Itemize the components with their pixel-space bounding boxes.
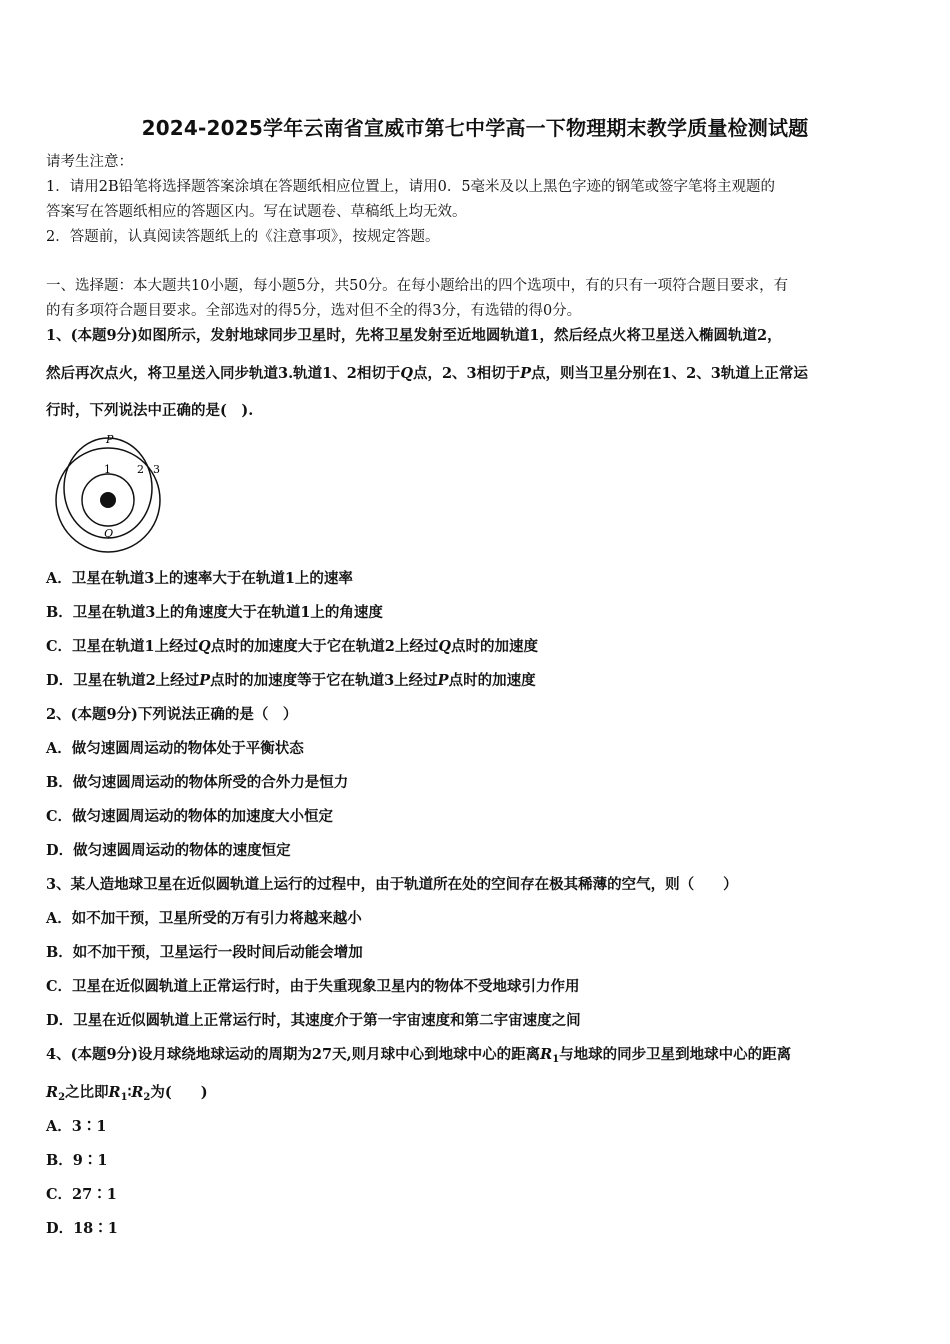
ratio-colon: ∶ <box>127 1084 132 1101</box>
section-intro-1: 一、选择题：本大题共10小题，每小题5分，共50分。在每小题给出的四个选项中，有的只有一项符合题目要求，有 <box>46 278 789 294</box>
symbol-r: R <box>46 1084 59 1101</box>
q1-option-d-text: 点时的加速度 <box>448 672 536 689</box>
subscript-2: 2 <box>58 1092 66 1103</box>
q1-stem-text: 点，则当卫星分别在1、2、3轨道上正常运 <box>531 365 808 382</box>
subscript-1: 1 <box>552 1054 560 1065</box>
q3-stem: 3、某人造地球卫星在近似圆轨道上运行的过程中，由于轨道所在处的空间存在极其稀薄的空气，则（ ） <box>46 876 738 893</box>
q1-option-d <box>46 671 908 691</box>
subscript-1: 1 <box>120 1092 128 1103</box>
symbol-r: R <box>540 1046 553 1063</box>
q4-option-b: B．9∶1 <box>46 1152 108 1169</box>
q1-option-d-text: 点时的加速度等于它在轨道3上经过 <box>210 672 438 689</box>
q4-stem-text: 与地球的同步卫星到地球中心的距离 <box>559 1046 792 1063</box>
q4-stem-text: 为( ) <box>150 1084 208 1101</box>
section-intro-2: 的有多项符合题目要求。全部选对的得5分，选对但不全的得3分，有选错的得0分。 <box>46 303 582 319</box>
q4-option-c: C．27∶1 <box>46 1186 117 1203</box>
notice-item-2: 2．答题前，认真阅读答题纸上的《注意事项》，按规定答题。 <box>46 229 440 245</box>
q1-option-c-text: 点时的加速度 <box>451 638 539 655</box>
q1-option-d-text: D．卫星在轨道2上经过 <box>46 672 200 689</box>
q2-stem: 2、(本题9分)下列说法正确的是（ ） <box>46 706 298 723</box>
notice-item-1a: 1．请用2B铅笔将选择题答案涂填在答题纸相应位置上，请用0．5毫米及以上黑色字迹的钢笔或签字笔将主观题的 <box>46 179 776 195</box>
q2-option-b: B．做匀速圆周运动的物体所受的合外力是恒力 <box>46 774 349 791</box>
point-p: P <box>437 672 449 689</box>
q1-option-c-text: C．卫星在轨道1上经过 <box>46 638 199 655</box>
q1-stem-line3: 行时，下列说法中正确的是( ). <box>46 402 254 419</box>
page-title: 2024-2025学年云南省宣威市第七中学高一下物理期末教学质量检测试题 <box>141 116 809 140</box>
q1-option-c-text: 点时的加速度大于它在轨道2上经过 <box>210 638 439 655</box>
subscript-2: 2 <box>143 1092 151 1103</box>
q3-option-c: C．卫星在近似圆轨道上正常运行时，由于失重现象卫星内的物体不受地球引力作用 <box>46 978 580 995</box>
point-q: Q <box>198 638 211 655</box>
q1-stem-line2 <box>46 364 908 384</box>
point-q: Q <box>438 638 452 655</box>
notice-heading: 请考生注意： <box>46 154 133 170</box>
symbol-r: R <box>131 1084 144 1101</box>
q3-option-d: D．卫星在近似圆轨道上正常运行时，其速度介于第一宇宙速度和第二宇宙速度之间 <box>46 1012 581 1029</box>
q2-option-c: C．做匀速圆周运动的物体的加速度大小恒定 <box>46 808 334 825</box>
orbit-2 <box>64 438 152 538</box>
label-1: 1 <box>104 463 111 476</box>
q1-option-a: A．卫星在轨道3上的速率大于在轨道1上的速率 <box>46 570 353 587</box>
point-p: P <box>520 365 532 382</box>
point-p: P <box>199 672 211 689</box>
q2-option-d: D．做匀速圆周运动的物体的速度恒定 <box>46 842 291 859</box>
label-2: 2 <box>137 463 144 476</box>
q3-option-a: A．如不加干预，卫星所受的万有引力将越来越小 <box>46 910 362 927</box>
q1-option-b: B．卫星在轨道3上的角速度大于在轨道1上的角速度 <box>46 604 383 621</box>
notice-item-1b: 答案写在答题纸相应的答题区内。写在试题卷、草稿纸上均无效。 <box>46 204 467 220</box>
q4-stem-text: 之比即 <box>65 1084 109 1101</box>
point-q: Q <box>400 365 413 382</box>
orbit-diagram-svg <box>48 430 170 554</box>
q2-option-a: A．做匀速圆周运动的物体处于平衡状态 <box>46 740 304 757</box>
q4-option-a: A．3∶1 <box>46 1118 107 1135</box>
q3-option-b: B．如不加干预，卫星运行一段时间后动能会增加 <box>46 944 363 961</box>
q1-stem-text: 然后再次点火，将卫星送入同步轨道3.轨道1、2相切于 <box>46 365 401 382</box>
q1-stem-text: 点，2、3相切于 <box>412 365 521 382</box>
q1-option-c <box>46 637 908 657</box>
label-p: P <box>106 433 114 446</box>
q4-stem-line1 <box>46 1045 908 1070</box>
q4-stem-line2 <box>46 1083 908 1108</box>
q4-stem-text: 4、(本题9分)设月球绕地球运动的周期为27天,则月球中心到地球中心的距离 <box>46 1046 541 1063</box>
symbol-r: R <box>108 1084 121 1101</box>
label-3: 3 <box>153 463 160 476</box>
orbit-diagram <box>48 430 170 554</box>
earth <box>100 492 116 508</box>
q1-stem-line1: 1、(本题9分)如图所示，发射地球同步卫星时，先将卫星发射至近地圆轨道1，然后经点火将卫星送入椭圆轨道2， <box>46 327 782 344</box>
label-q: Q <box>104 527 114 540</box>
q4-option-d: D．18∶1 <box>46 1220 118 1237</box>
